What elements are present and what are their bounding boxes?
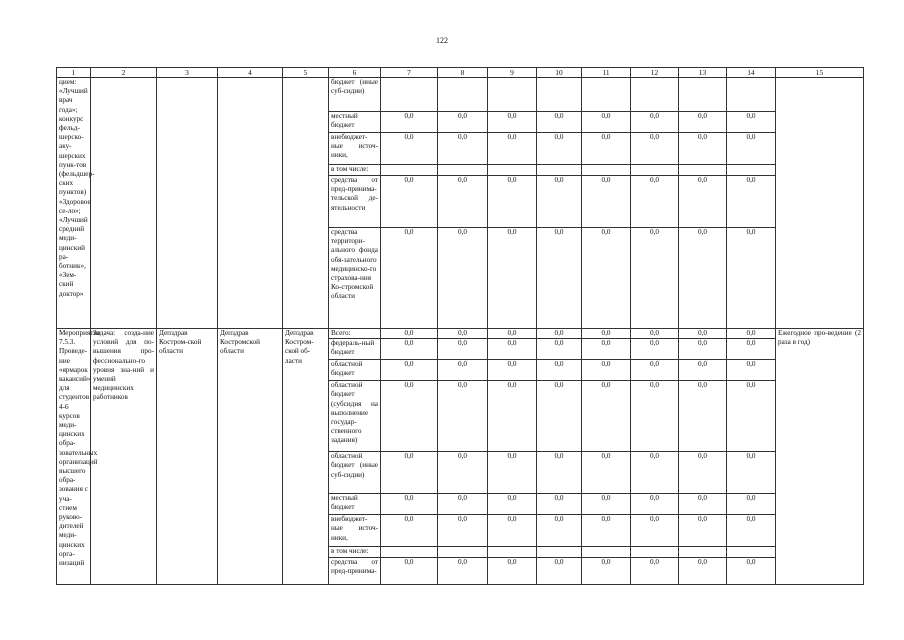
funding-value: 0,0 <box>381 494 438 515</box>
funding-value: 0,0 <box>537 228 582 329</box>
column-header: 13 <box>679 68 727 78</box>
funding-value: 0,0 <box>631 558 679 585</box>
column-header: 2 <box>91 68 157 78</box>
funding-value: 0,0 <box>438 381 488 452</box>
funding-source: в том числе: <box>329 547 381 558</box>
column-header: 14 <box>727 68 776 78</box>
funding-value: 0,0 <box>727 176 776 228</box>
funding-source: внебюджет-ные источ-ники, <box>329 133 381 165</box>
funding-value: 0,0 <box>488 176 537 228</box>
funding-value: 0,0 <box>438 494 488 515</box>
funding-value: 0,0 <box>679 112 727 133</box>
funding-value <box>438 78 488 112</box>
funding-value <box>488 165 537 176</box>
empty-cell <box>218 78 283 329</box>
funding-value <box>679 165 727 176</box>
funding-value: 0,0 <box>381 381 438 452</box>
funding-value: 0,0 <box>631 329 679 339</box>
responsible-executor: Депздрав Костром-ской области <box>157 329 218 585</box>
funding-value: 0,0 <box>438 329 488 339</box>
funding-value <box>537 547 582 558</box>
funding-value <box>488 78 537 112</box>
funding-value: 0,0 <box>679 381 727 452</box>
funding-value: 0,0 <box>631 360 679 381</box>
funding-value: 0,0 <box>381 558 438 585</box>
funding-value <box>727 78 776 112</box>
funding-value: 0,0 <box>488 452 537 494</box>
funding-value: 0,0 <box>582 228 631 329</box>
expected-result: Ежегодное про-ведение (2 раза в год) <box>776 329 864 585</box>
funding-value: 0,0 <box>381 228 438 329</box>
funding-value: 0,0 <box>537 452 582 494</box>
table-row <box>57 78 864 112</box>
funding-value: 0,0 <box>438 176 488 228</box>
funding-value: 0,0 <box>679 494 727 515</box>
column-header: 10 <box>537 68 582 78</box>
funding-value: 0,0 <box>537 360 582 381</box>
funding-value <box>727 547 776 558</box>
funding-value: 0,0 <box>727 339 776 360</box>
column-header: 11 <box>582 68 631 78</box>
funding-value <box>679 547 727 558</box>
funding-value: 0,0 <box>631 339 679 360</box>
funding-value: 0,0 <box>631 452 679 494</box>
funding-value: 0,0 <box>679 558 727 585</box>
funding-value: 0,0 <box>679 133 727 165</box>
funding-value: 0,0 <box>438 452 488 494</box>
funding-value: 0,0 <box>537 329 582 339</box>
funding-value: 0,0 <box>631 494 679 515</box>
funding-value: 0,0 <box>438 228 488 329</box>
funding-value: 0,0 <box>438 133 488 165</box>
funding-value: 0,0 <box>727 133 776 165</box>
column-header: 1 <box>57 68 91 78</box>
funding-value: 0,0 <box>727 360 776 381</box>
funding-value <box>537 165 582 176</box>
funding-source: средства территори-ального фонда обя-зательного медицинско-го страхова-ния Ко-стромской области <box>329 228 381 329</box>
funding-value: 0,0 <box>438 339 488 360</box>
funding-value: 0,0 <box>381 176 438 228</box>
funding-value: 0,0 <box>631 515 679 547</box>
funding-value: 0,0 <box>582 112 631 133</box>
funding-value: 0,0 <box>381 452 438 494</box>
funding-value <box>727 165 776 176</box>
funding-value <box>438 165 488 176</box>
funding-value: 0,0 <box>488 515 537 547</box>
column-header: 5 <box>283 68 329 78</box>
funding-value: 0,0 <box>537 176 582 228</box>
column-header: 12 <box>631 68 679 78</box>
funding-value: 0,0 <box>679 452 727 494</box>
column-header: 9 <box>488 68 537 78</box>
funding-value: 0,0 <box>582 339 631 360</box>
funding-value: 0,0 <box>537 494 582 515</box>
empty-cell <box>776 78 864 329</box>
funding-value: 0,0 <box>582 176 631 228</box>
funding-value: 0,0 <box>488 228 537 329</box>
funding-value: 0,0 <box>631 228 679 329</box>
funding-value: 0,0 <box>631 176 679 228</box>
funding-value <box>381 165 438 176</box>
column-header: 7 <box>381 68 438 78</box>
funding-value: 0,0 <box>488 558 537 585</box>
funding-value: 0,0 <box>679 515 727 547</box>
column-header: 4 <box>218 68 283 78</box>
column-header: 15 <box>776 68 864 78</box>
funding-value: 0,0 <box>679 339 727 360</box>
funding-value: 0,0 <box>679 176 727 228</box>
funding-value: 0,0 <box>381 360 438 381</box>
funding-source: бюджет (иные суб-сидии) <box>329 78 381 112</box>
funding-value <box>679 78 727 112</box>
funding-value: 0,0 <box>381 339 438 360</box>
funding-value <box>631 78 679 112</box>
funding-value: 0,0 <box>537 381 582 452</box>
funding-value <box>381 78 438 112</box>
funding-source: областной бюджет (иные суб-сидии) <box>329 452 381 494</box>
funding-value <box>582 165 631 176</box>
funding-value: 0,0 <box>727 381 776 452</box>
funding-value: 0,0 <box>679 360 727 381</box>
funding-value: 0,0 <box>438 558 488 585</box>
funding-value: 0,0 <box>582 381 631 452</box>
funding-source: средства от пред-принима-тельской де-ятельности <box>329 176 381 228</box>
funding-value: 0,0 <box>582 360 631 381</box>
funding-value <box>582 547 631 558</box>
funding-value <box>631 165 679 176</box>
funding-value: 0,0 <box>582 494 631 515</box>
funding-value: 0,0 <box>727 494 776 515</box>
funding-value <box>631 547 679 558</box>
funding-source: внебюджет-ные источ-ники, <box>329 515 381 547</box>
funding-value <box>488 547 537 558</box>
funding-value: 0,0 <box>727 329 776 339</box>
funding-value: 0,0 <box>631 112 679 133</box>
funding-value: 0,0 <box>438 515 488 547</box>
funding-value: 0,0 <box>488 360 537 381</box>
funding-value: 0,0 <box>381 133 438 165</box>
funding-source: Всего: <box>329 329 381 339</box>
column-header: 6 <box>329 68 381 78</box>
funding-value: 0,0 <box>727 228 776 329</box>
main-administrator: Депздрав Костром-ской об-ласти <box>283 329 329 585</box>
funding-value: 0,0 <box>537 558 582 585</box>
funding-value: 0,0 <box>537 339 582 360</box>
funding-value <box>381 547 438 558</box>
funding-value: 0,0 <box>631 133 679 165</box>
empty-cell <box>91 78 157 329</box>
funding-value: 0,0 <box>537 112 582 133</box>
funding-value: 0,0 <box>582 133 631 165</box>
funding-value <box>582 78 631 112</box>
funding-value: 0,0 <box>488 494 537 515</box>
budget-table <box>56 67 864 585</box>
empty-cell <box>283 78 329 329</box>
funding-value: 0,0 <box>582 558 631 585</box>
column-header: 3 <box>157 68 218 78</box>
funding-value: 0,0 <box>381 329 438 339</box>
funding-value: 0,0 <box>727 112 776 133</box>
funding-value: 0,0 <box>582 329 631 339</box>
page-number: 122 <box>436 36 448 45</box>
funding-source: местный бюджет <box>329 112 381 133</box>
funding-value: 0,0 <box>537 133 582 165</box>
table-row <box>57 329 864 339</box>
funding-value: 0,0 <box>679 329 727 339</box>
funding-source: областной бюджет (субсидия на выполнение государ-ственного задания) <box>329 381 381 452</box>
funding-source: областной бюджет <box>329 360 381 381</box>
task-description: Задача: созда-ние условий для по-вышения про-фессионально-го уровня зна-ний и умений медицинских работников <box>91 329 157 585</box>
co-executor: Депздрав Костромской области <box>218 329 283 585</box>
measure-description: цием: «Лучший врач года»; конкурс фельд-шерско-аку-шерских пунк-тов (фельдшер-ских пунктов) «Здоровое се-ло»; «Лучший средний меди-цинский ра-ботник», «Зем-ский доктор» <box>57 78 91 329</box>
funding-source: в том числе: <box>329 165 381 176</box>
funding-value: 0,0 <box>582 515 631 547</box>
funding-value: 0,0 <box>488 133 537 165</box>
funding-value: 0,0 <box>537 515 582 547</box>
funding-value <box>537 78 582 112</box>
funding-source: федераль-ный бюджет <box>329 339 381 360</box>
funding-value: 0,0 <box>631 381 679 452</box>
funding-value: 0,0 <box>727 452 776 494</box>
funding-value: 0,0 <box>438 112 488 133</box>
header-row <box>57 68 864 78</box>
funding-value: 0,0 <box>679 228 727 329</box>
funding-source: местный бюджет <box>329 494 381 515</box>
funding-value: 0,0 <box>488 112 537 133</box>
funding-value: 0,0 <box>727 558 776 585</box>
funding-value: 0,0 <box>381 112 438 133</box>
funding-value <box>438 547 488 558</box>
funding-value: 0,0 <box>488 339 537 360</box>
funding-value: 0,0 <box>582 452 631 494</box>
funding-value: 0,0 <box>381 515 438 547</box>
funding-value: 0,0 <box>438 360 488 381</box>
funding-value: 0,0 <box>488 329 537 339</box>
column-header: 8 <box>438 68 488 78</box>
funding-value: 0,0 <box>488 381 537 452</box>
measure-description: Мероприятие 7.5.3. Проведе-ние «ярмарок вакансий» для студентов 4-6 курсов меди-цинских обра-зовательных организаций высшего обра-зования с уча-стием руково-дителей меди-цинских орга-низаций <box>57 329 91 585</box>
empty-cell <box>157 78 218 329</box>
funding-source: средства от пред-принима- <box>329 558 381 585</box>
funding-value: 0,0 <box>727 515 776 547</box>
